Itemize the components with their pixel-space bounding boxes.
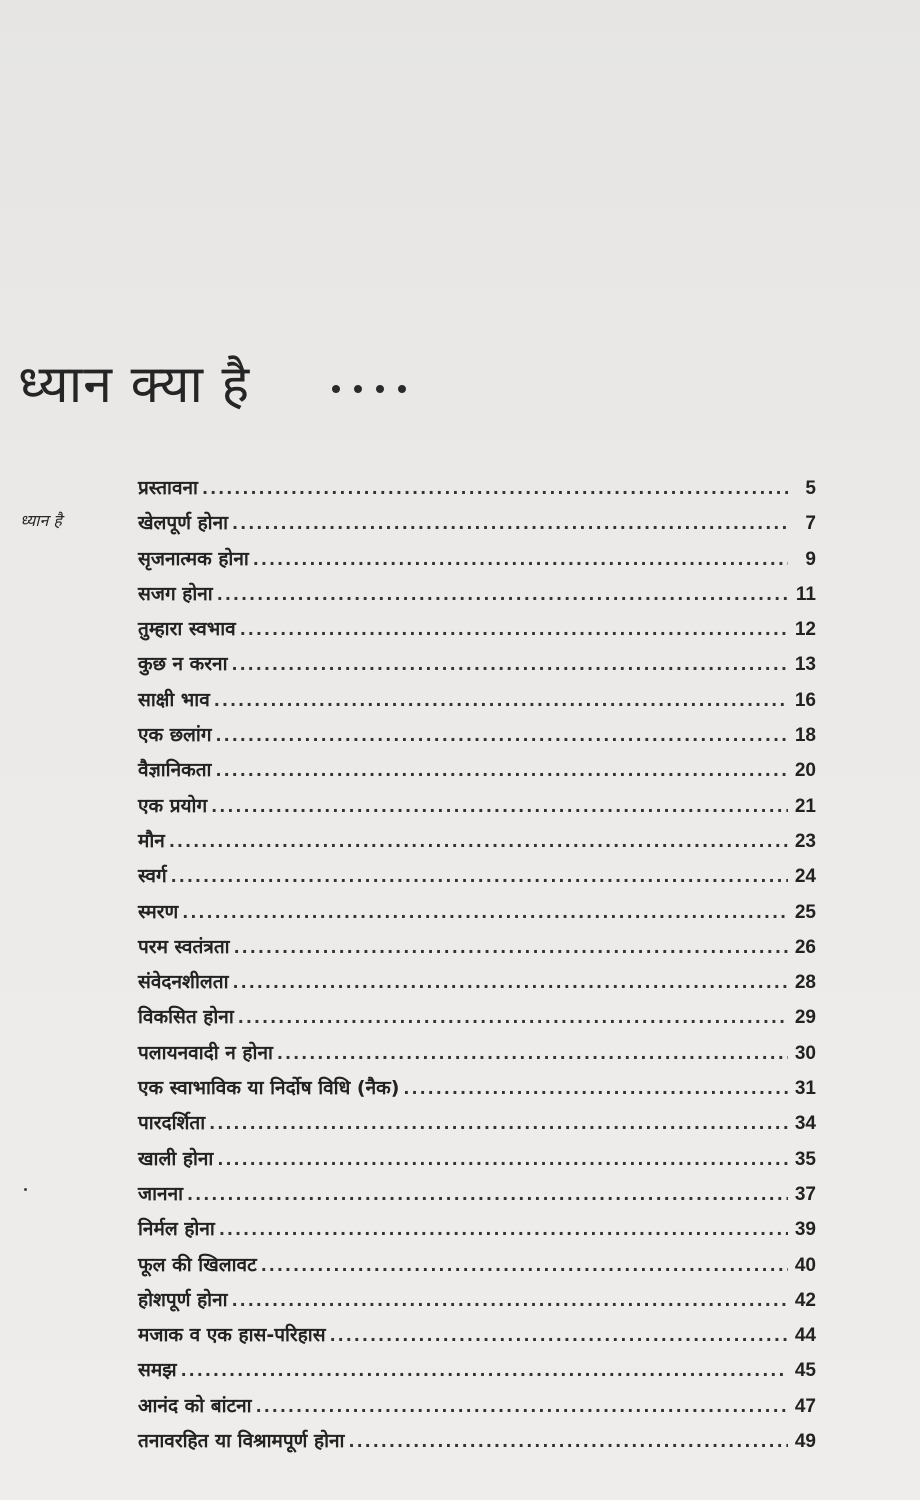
toc-entry-page-number: 18 <box>794 725 816 747</box>
toc-entry-page-number: 49 <box>794 1431 816 1453</box>
toc-entry-page-number: 47 <box>794 1395 816 1417</box>
toc-entry-page-number: 31 <box>794 1078 816 1100</box>
toc-dot-leader <box>187 1185 788 1204</box>
toc-entry[interactable] <box>138 1145 816 1180</box>
toc-entry-page-number: 34 <box>794 1113 816 1135</box>
toc-entry-title: मौन <box>138 829 165 852</box>
toc-entry[interactable] <box>138 862 816 897</box>
toc-entry-title: मजाक व एक हास-परिहास <box>138 1324 326 1347</box>
toc-dot-leader <box>216 726 788 745</box>
toc-dot-leader <box>202 479 788 498</box>
toc-entry[interactable] <box>138 933 816 968</box>
toc-entry-page-number: 20 <box>794 760 816 782</box>
toc-entry-title: वैज्ञानिकता <box>138 759 212 782</box>
title-ellipsis-dots <box>332 385 406 393</box>
toc-entry-page-number: 39 <box>794 1219 816 1241</box>
toc-entry-title: खाली होना <box>138 1147 214 1170</box>
toc-entry[interactable] <box>138 827 816 862</box>
toc-entry-title: एक स्वाभाविक या निर्दोष विधि (नैक) <box>138 1077 400 1100</box>
toc-entry-title: स्मरण <box>138 900 179 923</box>
toc-dot-leader <box>169 832 788 851</box>
toc-entry-title: स्वर्ग <box>138 865 167 888</box>
toc-entry[interactable] <box>138 1392 816 1427</box>
toc-entry[interactable] <box>138 756 816 791</box>
toc-entry-page-number: 45 <box>794 1360 816 1382</box>
toc-entry[interactable] <box>138 509 816 544</box>
toc-dot-leader <box>253 550 788 569</box>
dot <box>376 385 384 393</box>
toc-entry[interactable] <box>138 1321 816 1356</box>
toc-entry-title: सजग होना <box>138 582 213 605</box>
toc-dot-leader <box>209 1114 788 1133</box>
dot <box>354 385 362 393</box>
toc-entry[interactable] <box>138 1286 816 1321</box>
toc-dot-leader <box>211 797 788 816</box>
toc-entry-title: साक्षी भाव <box>138 688 210 711</box>
toc-entry[interactable] <box>138 1180 816 1215</box>
toc-entry-page-number: 16 <box>794 689 816 711</box>
toc-entry-page-number: 26 <box>794 936 816 958</box>
toc-entry-title: निर्मल होना <box>138 1218 215 1241</box>
toc-entry-page-number: 5 <box>805 478 816 499</box>
toc-entry-title: तुम्हारा स्वभाव <box>138 618 236 641</box>
toc-entry[interactable] <box>138 1427 816 1462</box>
toc-entry[interactable] <box>138 686 816 721</box>
toc-entry-page-number: 37 <box>794 1183 816 1205</box>
toc-entry-page-number: 23 <box>794 830 816 852</box>
toc-entry[interactable] <box>138 1039 816 1074</box>
toc-entry-page-number: 21 <box>794 795 816 817</box>
toc-entry[interactable] <box>138 650 816 685</box>
toc-dot-leader <box>214 691 788 710</box>
table-of-contents <box>138 474 816 1462</box>
toc-entry-page-number: 30 <box>794 1042 816 1064</box>
toc-entry[interactable] <box>138 968 816 1003</box>
toc-dot-leader <box>330 1326 788 1345</box>
toc-entry-page-number: 25 <box>794 901 816 923</box>
toc-entry-page-number: 29 <box>794 1007 816 1029</box>
toc-dot-leader <box>232 514 788 533</box>
toc-entry-page-number: 42 <box>794 1289 816 1311</box>
toc-entry-page-number: 44 <box>794 1325 816 1347</box>
toc-entry-title: कुछ न करना <box>138 653 228 676</box>
toc-entry-title: प्रस्तावना <box>138 477 198 499</box>
page-title: ध्यान क्या है <box>18 354 251 415</box>
toc-entry-title: एक प्रयोग <box>138 794 208 817</box>
toc-entry-title: समझ <box>138 1359 177 1382</box>
paper-speck <box>24 1188 27 1191</box>
toc-entry-title: संवेदनशीलता <box>138 971 229 994</box>
toc-dot-leader <box>232 1291 788 1310</box>
section-side-label: ध्यान है <box>20 511 62 530</box>
toc-entry-page-number: 13 <box>794 654 816 676</box>
toc-dot-leader <box>171 867 788 886</box>
toc-entry-title: होशपूर्ण होना <box>138 1288 228 1311</box>
toc-entry-page-number: 12 <box>794 619 816 641</box>
toc-dot-leader <box>233 973 788 992</box>
toc-entry-page-number: 35 <box>794 1148 816 1170</box>
toc-dot-leader <box>403 1079 788 1098</box>
toc-dot-leader <box>219 1220 788 1239</box>
toc-dot-leader <box>232 655 788 674</box>
toc-entry-page-number: 11 <box>795 583 816 605</box>
toc-entry[interactable] <box>138 792 816 827</box>
toc-dot-leader <box>234 938 788 957</box>
toc-dot-leader <box>182 903 788 922</box>
toc-dot-leader <box>217 585 788 604</box>
dot <box>398 385 406 393</box>
toc-entry-page-number: 40 <box>794 1254 816 1276</box>
toc-dot-leader <box>181 1361 788 1380</box>
toc-entry-page-number: 28 <box>794 972 816 994</box>
toc-entry-title: एक छलांग <box>138 724 212 747</box>
toc-entry[interactable] <box>138 1109 816 1144</box>
toc-entry[interactable] <box>138 1074 816 1109</box>
toc-entry-title: परम स्वतंत्रता <box>138 935 230 958</box>
toc-entry[interactable] <box>138 1003 816 1038</box>
toc-dot-leader <box>348 1432 788 1451</box>
toc-dot-leader <box>256 1397 788 1416</box>
toc-entry-page-number: 24 <box>794 866 816 888</box>
toc-entry-title: खेलपूर्ण होना <box>138 512 229 535</box>
toc-entry[interactable] <box>138 721 816 756</box>
toc-entry[interactable] <box>138 1215 816 1250</box>
toc-dot-leader <box>240 620 788 639</box>
toc-entry[interactable] <box>138 1251 816 1286</box>
toc-entry-title: जानना <box>138 1182 184 1205</box>
toc-entry-title: फूल की खिलावट <box>138 1253 257 1276</box>
toc-entry[interactable] <box>138 1356 816 1391</box>
toc-dot-leader <box>217 1150 788 1169</box>
toc-entry[interactable] <box>138 545 816 580</box>
toc-entry[interactable] <box>138 898 816 933</box>
toc-entry-title: विकसित होना <box>138 1006 234 1029</box>
toc-entry-title: पारदर्शिता <box>138 1112 206 1135</box>
toc-entry-page-number: 7 <box>805 513 816 535</box>
toc-entry-page-number: 9 <box>805 548 816 570</box>
toc-entry-title: तनावरहित या विश्रामपूर्ण होना <box>138 1430 345 1453</box>
toc-entry-title: पलायनवादी न होना <box>138 1041 273 1064</box>
toc-entry[interactable] <box>138 580 816 615</box>
toc-dot-leader <box>261 1256 788 1275</box>
toc-entry[interactable] <box>138 615 816 650</box>
toc-dot-leader <box>215 761 788 780</box>
toc-entry[interactable] <box>138 474 816 509</box>
toc-dot-leader <box>238 1008 788 1027</box>
toc-entry-title: आनंद को बांटना <box>138 1394 252 1417</box>
toc-dot-leader <box>277 1044 788 1063</box>
toc-entry-title: सृजनात्मक होना <box>138 547 249 570</box>
dot <box>332 385 340 393</box>
